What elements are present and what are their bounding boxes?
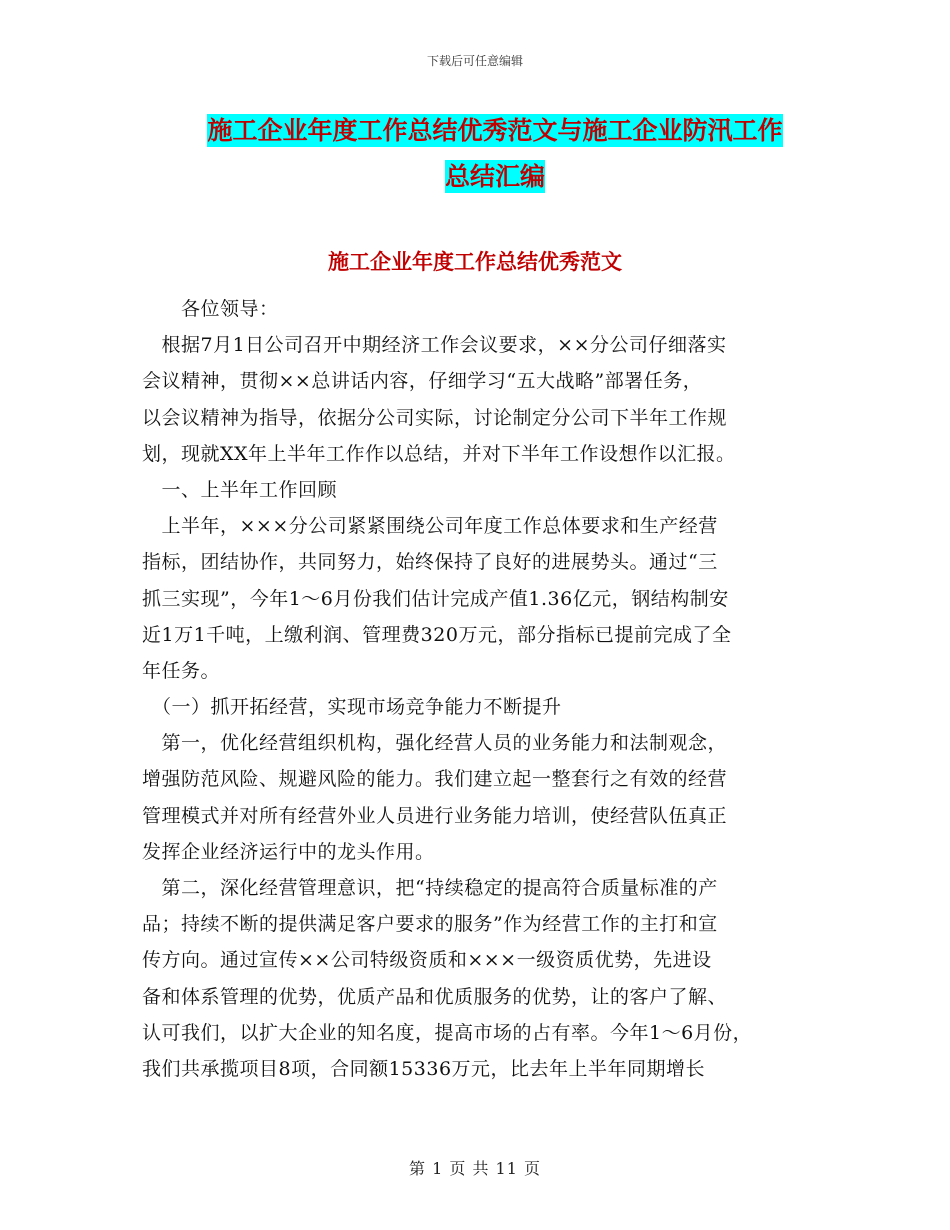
body-line: 一、上半年工作回顾 (142, 478, 338, 501)
body-line: 增强防范风险、规避风险的能力。我们建立起一整套行之有效的经营 (142, 768, 728, 791)
body-line: 传方向。通过宣传××公司特级资质和×××一级资质优势，先进设 (142, 949, 712, 972)
header-note: 下载后可任意编辑 (426, 54, 523, 68)
body-line: 品；持续不断的提供满足客户要求的服务”作为经营工作的主打和宣 (142, 913, 718, 936)
body-line: 划，现就XX年上半年工作作以总结，并对下半年工作设想作以汇报。 (142, 442, 736, 465)
section-title: 施工企业年度工作总结优秀范文 (328, 250, 622, 274)
main-title-line-1: 施工企业年度工作总结优秀范文与施工企业防汛工作 (207, 116, 783, 145)
main-title-line-2: 总结汇编 (444, 162, 545, 191)
body-line: 指标，团结协作，共同努力，始终保持了良好的进展势头。通过“三 (142, 551, 718, 574)
page-footer: 第 1 页 共 11 页 (409, 1159, 541, 1178)
document-body (142, 291, 812, 1087)
body-line: 管理模式并对所有经营外业人员进行业务能力培训，使经营队伍真正 (142, 804, 728, 827)
body-line: 发挥企业经济运行中的龙头作用。 (142, 840, 435, 863)
body-line: （一）抓开拓经营，实现市场竞争能力不断提升 (142, 696, 562, 719)
body-line: 认可我们，以扩大企业的知名度，提高市场的占有率。今年1～6月份， (142, 1021, 753, 1044)
document-main-title (140, 108, 850, 200)
body-line: 近1万1千吨，上缴利润、管理费320万元，部分指标已提前完成了全 (142, 623, 732, 646)
body-line: 年任务。 (142, 659, 221, 682)
body-line: 上半年，×××分公司紧紧围绕公司年度工作总体要求和生产经营 (142, 515, 718, 538)
body-line: 我们共承揽项目8项，合同额15336万元，比去年上半年同期增长 (142, 1057, 706, 1080)
body-line: 备和体系管理的优势，优质产品和优质服务的优势，让的客户了解、 (142, 985, 728, 1008)
body-line: 根据7月1日公司召开中期经济工作会议要求，××分公司仔细落实 (142, 334, 727, 357)
body-line: 各位领导： (142, 298, 279, 320)
body-line: 以会议精神为指导，依据分公司实际，讨论制定分公司下半年工作规 (142, 406, 728, 429)
body-line: 会议精神，贯彻××总讲话内容，仔细学习“五大战略”部署任务， (142, 370, 703, 393)
body-line: 抓三实现”，今年1～6月份我们估计完成产值1.36亿元，钢结构制安 (142, 587, 729, 610)
body-line: 第二，深化经营管理意识，把“持续稳定的提高符合质量标准的产 (142, 877, 718, 899)
body-line: 第一，优化经营组织机构，强化经营人员的业务能力和法制观念， (142, 732, 728, 755)
